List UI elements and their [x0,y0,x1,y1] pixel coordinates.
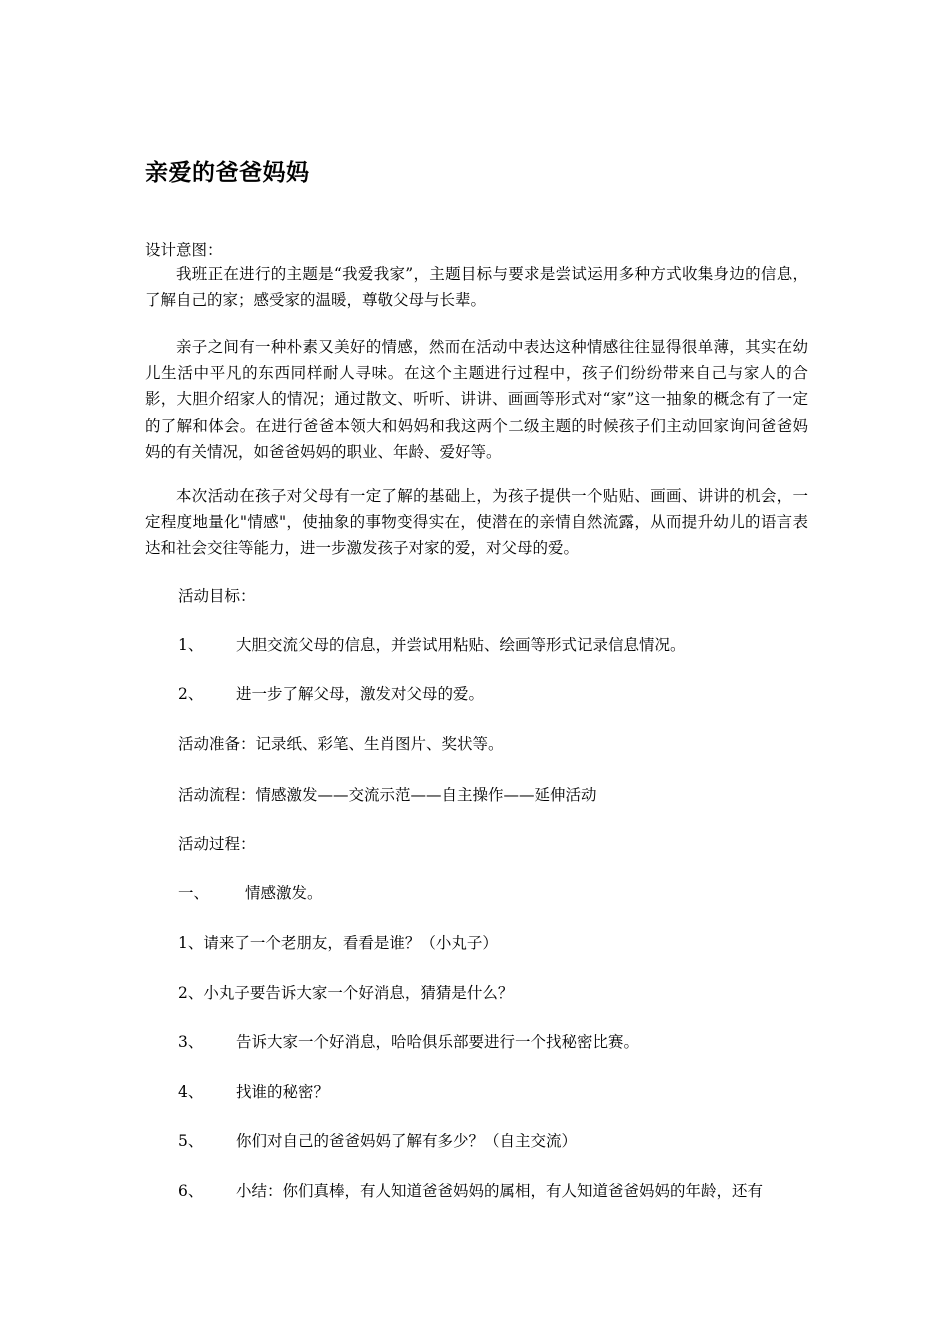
step-text: 告诉大家一个好消息，哈哈俱乐部要进行一个找秘密比赛。 [236,1033,640,1051]
paragraph-intro: 我班正在进行的主题是“我爱我家”，主题目标与要求是尝试运用多种方式收集身边的信息，了解自己的家；感受家的温暖，尊敬父母与长辈。 [145,265,808,310]
step-item: 2、小丸子要告诉大家一个好消息，猜猜是什么？ [178,984,514,1002]
preparation-line: 活动准备：记录纸、彩笔、生肖图片、奖状等。 [178,735,504,753]
step-number: 6、 [178,1182,204,1200]
section-number: 一、 [178,884,210,902]
design-heading: 设计意图： [145,241,223,259]
step-number: 3、 [178,1033,204,1051]
step-number: 4、 [178,1083,204,1101]
document-title: 亲爱的爸爸妈妈 [145,160,310,186]
paragraph-purpose: 本次活动在孩子对父母有一定了解的基础上，为孩子提供一个贴贴、画画、讲讲的机会，一定程度地量化"情感"，使抽象的事物变得实在，使潜在的亲情自然流露，从而提升幼儿的语言表达和社会交往等能力，进一步激发孩子对家的爱，对父母的爱。 [145,487,808,558]
goal-text: 进一步了解父母，激发对父母的爱。 [236,685,485,703]
step-number: 5、 [178,1132,204,1150]
process-heading: 活动过程： [178,835,256,853]
step-text: 你们对自己的爸爸妈妈了解有多少？（自主交流） [236,1132,578,1150]
goal-number: 1、 [178,636,204,654]
step-item: 1、请来了一个老朋友，看看是谁？（小丸子） [178,934,498,952]
goals-heading: 活动目标： [178,587,256,605]
flow-line: 活动流程：情感激发——交流示范——自主操作——延伸活动 [178,786,597,804]
step-text: 小结：你们真棒，有人知道爸爸妈妈的属相，有人知道爸爸妈妈的年龄，还有 [236,1182,764,1200]
paragraph-background: 亲子之间有一种朴素又美好的情感，然而在活动中表达这种情感往往显得很单薄，其实在幼儿生活中平凡的东西同样耐人寻味。在这个主题进行过程中，孩子们纷纷带来自己与家人的合影，大胆介绍家人的情况；通过散文、听听、讲讲、画画等形式对“家”这一抽象的概念有了一定的了解和体会。在进行爸爸本领大和妈妈和我这两个二级主题的时候孩子们主动回家询问爸爸妈妈的有关情况，如爸爸妈妈的职业、年龄、爱好等。 [145,338,808,461]
goal-text: 大胆交流父母的信息，并尝试用粘贴、绘画等形式记录信息情况。 [236,636,686,654]
step-text: 找谁的秘密？ [236,1083,330,1101]
goal-number: 2、 [178,685,204,703]
section-text: 情感激发。 [245,884,323,902]
